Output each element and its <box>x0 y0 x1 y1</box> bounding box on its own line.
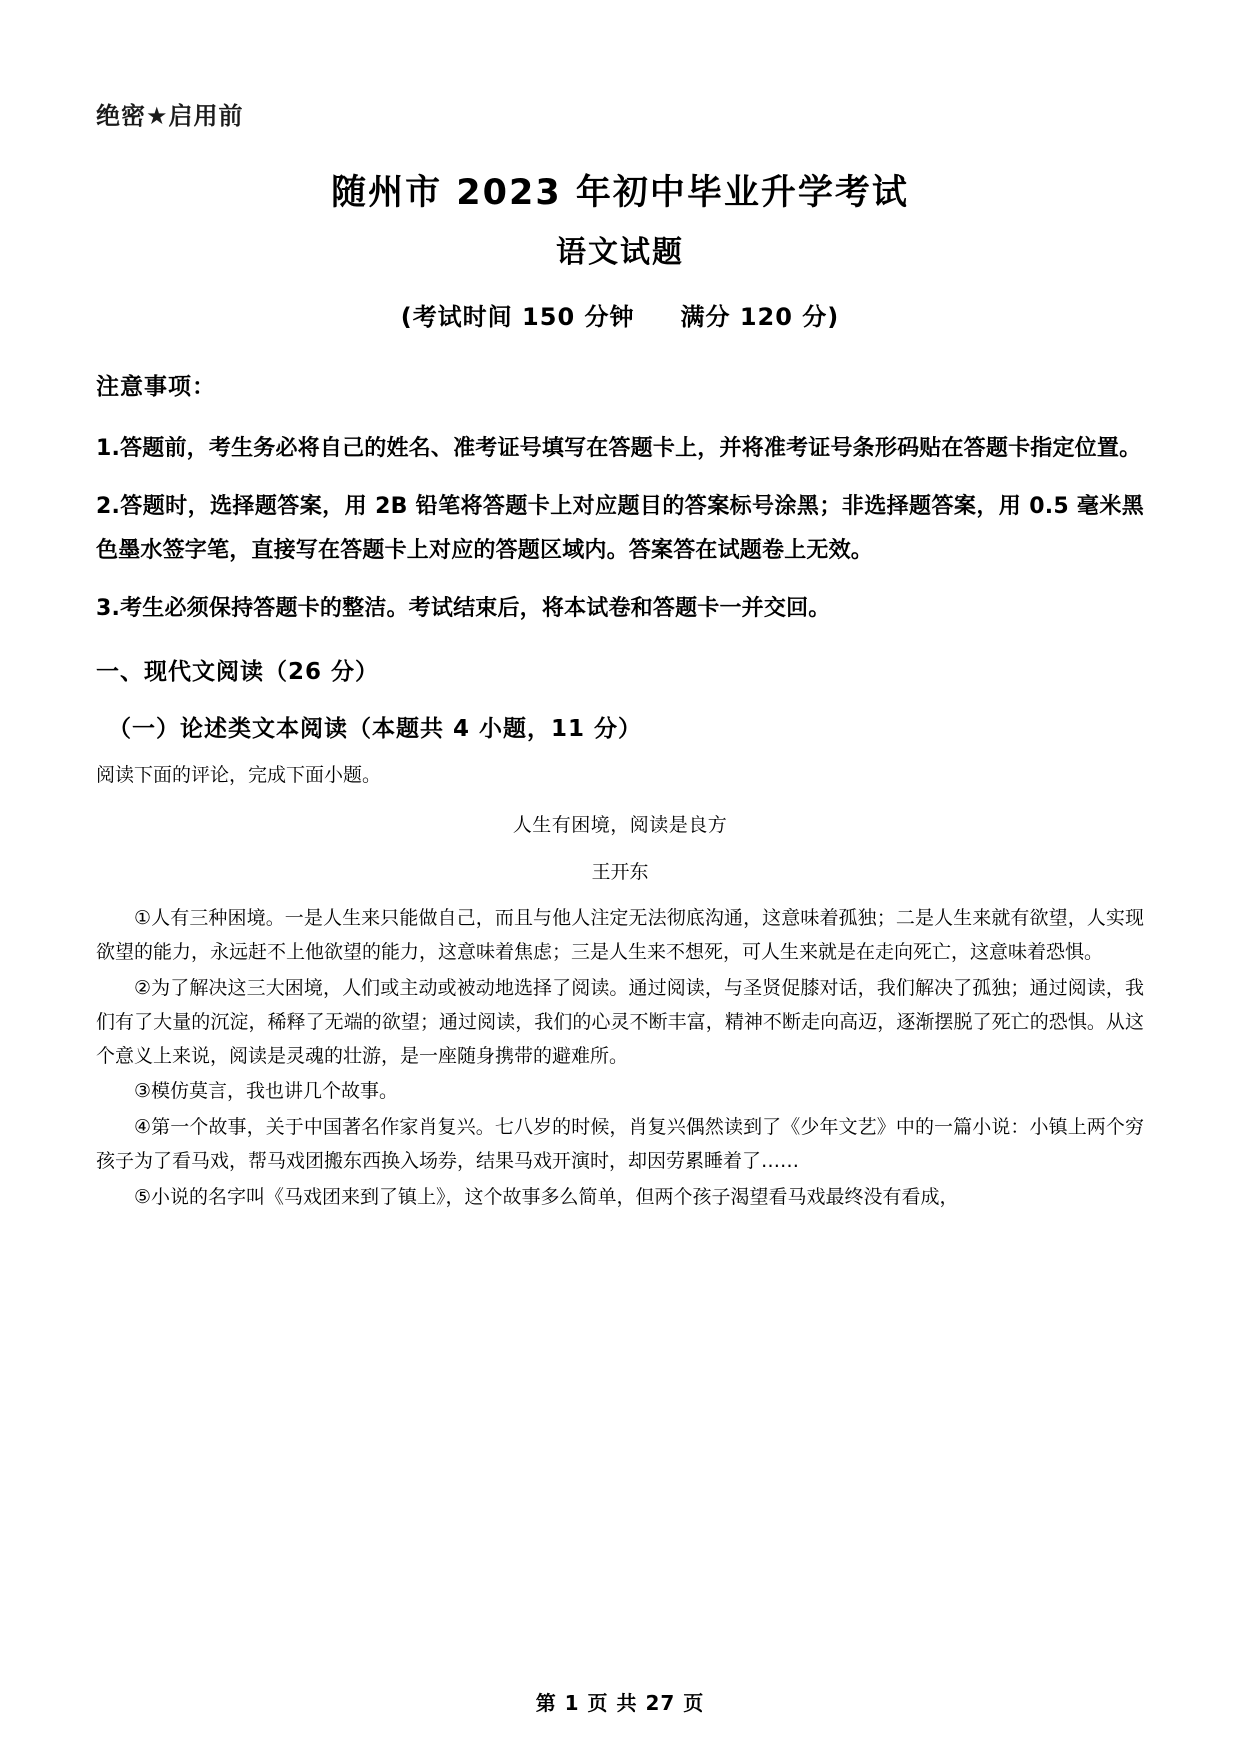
notice-item: 3.考生必须保持答题卡的整洁。考试结束后，将本试卷和答题卡一并交回。 <box>96 596 831 621</box>
notices-heading: 注意事项： <box>96 374 216 400</box>
page-subtitle: 语文试题 <box>556 235 684 270</box>
article-author: 王开东 <box>591 861 649 884</box>
exam-duration: (考试时间 150 分钟 <box>400 303 635 331</box>
secret-mark: 绝密★启用前 <box>96 102 244 130</box>
article-paragraph: ②为了解决这三大困境，人们或主动或被动地选择了阅读。通过阅读，与圣贤促膝对话，我们解决了孤独；通过阅读，我们有了大量的沉淀，稀释了无端的欲望；通过阅读，我们的心灵不断丰富，精神不断走向高迈，逐渐摆脱了死亡的恐惧。从这个意义上来说，阅读是灵魂的壮游，是一座随身携带的避难所。 <box>96 976 1144 1067</box>
reading-instruction: 阅读下面的评论，完成下面小题。 <box>96 764 382 786</box>
article-paragraph: ⑤小说的名字叫《马戏团来到了镇上》，这个故事多么简单，但两个孩子渴望看马戏最终没有看成， <box>134 1185 959 1208</box>
exam-meta <box>96 297 1144 332</box>
section-heading: 一、现代文阅读（26 分） <box>96 659 380 685</box>
exam-total-score: 满分 120 分) <box>680 303 840 331</box>
notice-item: 1.答题前，考生务必将自己的姓名、准考证号填写在答题卡上，并将准考证号条形码贴在答题卡指定位置。 <box>96 436 1142 461</box>
article-title: 人生有困境，阅读是良方 <box>512 814 728 837</box>
page-number-footer: 第 1 页 共 27 页 <box>535 1691 705 1715</box>
subsection-heading: （一）论述类文本阅读（本题共 4 小题，11 分） <box>108 716 643 742</box>
article-paragraph: ④第一个故事，关于中国著名作家肖复兴。七八岁的时候，肖复兴偶然读到了《少年文艺》中的一篇小说：小镇上两个穷孩子为了看马戏，帮马戏团搬东西换入场券，结果马戏开演时，却因劳累睡着了…… <box>96 1116 1144 1172</box>
article-paragraph: ③模仿莫言，我也讲几个故事。 <box>134 1080 399 1103</box>
article-paragraph: ①人有三种困境。一是人生来只能做自己，而且与他人注定无法彻底沟通，这意味着孤独；二是人生来就有欲望，人实现欲望的能力，永远赶不上他欲望的能力，这意味着焦虑；三是人生来不想死，可人生来就是在走向死亡，这意味着恐惧。 <box>96 907 1144 964</box>
notice-item: 2.答题时，选择题答案，用 2B 铅笔将答题卡上对应题目的答案标号涂黑；非选择题答案，用 0.5 毫米黑色墨水签字笔，直接写在答题卡上对应的答题区域内。答案答在试题卷上无效。 <box>96 494 1144 563</box>
page-title: 随州市 2023 年初中毕业升学考试 <box>331 173 909 213</box>
